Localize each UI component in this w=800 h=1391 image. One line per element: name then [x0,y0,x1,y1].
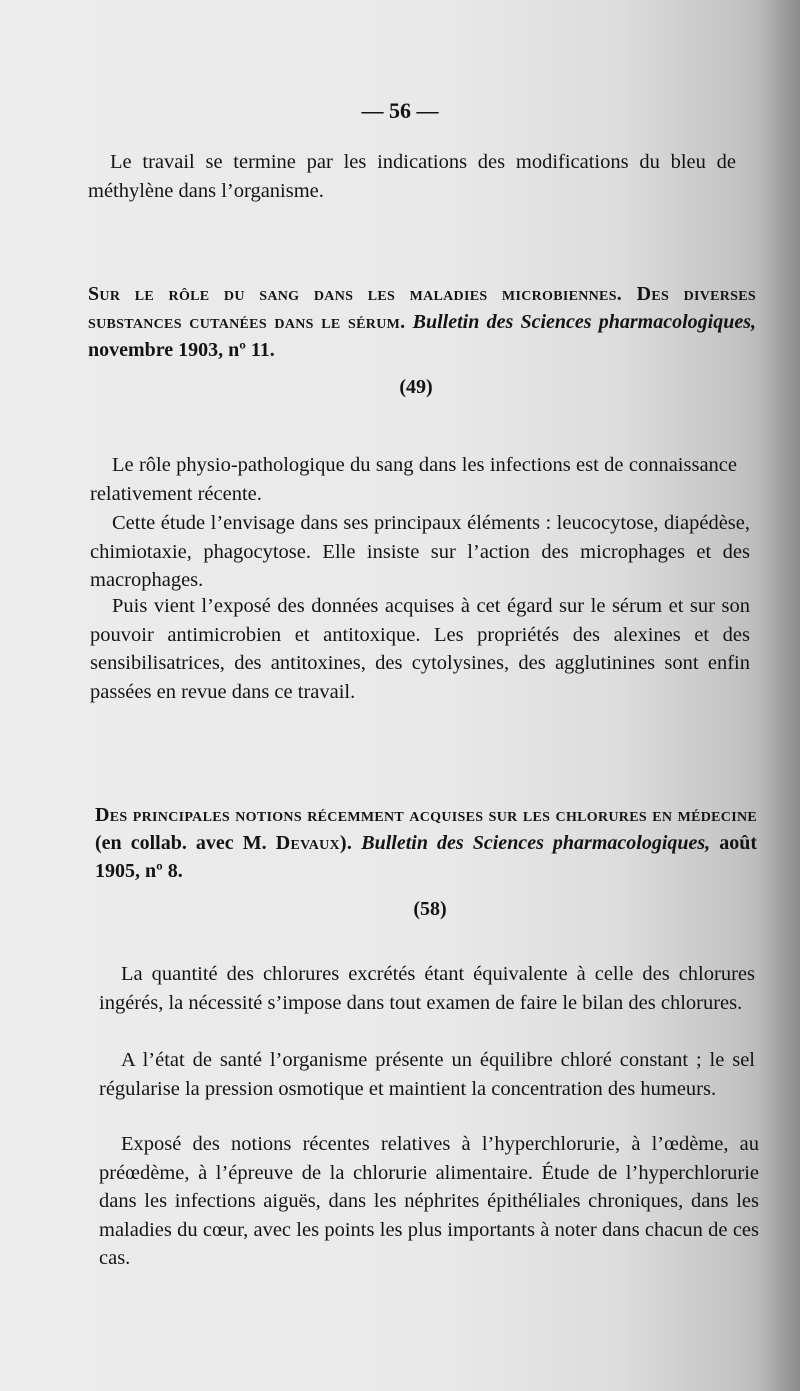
section-49-journal: Bulletin des Sciences pharmacologiques, [412,311,757,333]
intro-paragraph: Le travail se termine par les indications des modifications du bleu de méthylène dans l’organisme. [88,151,736,202]
section-58-title: Des principales notions récemment acquises sur les chlorures en médecine [95,804,757,826]
section-58-ref: (58) [413,898,447,920]
section-58-paragraph-1: La quantité des chlorures excrétés étant équivalente à celle des chlorures ingérés, la nécessité s’impose dans tout examen de faire le bilan des chlorures. [99,963,755,1014]
section-49-paragraph-3: Puis vient l’exposé des données acquises à cet égard sur le sérum et sur son pouvoir antimicrobien et antitoxique. Les propriétés des alexines et des sensibilisatrices, des antitoxines, des cytolysines, des agglutinines sont enfin passées en revue dans ce travail. [90,595,750,703]
section-49-ref: (49) [399,376,433,398]
page-number: — 56 — [361,98,439,123]
section-58-journal: Bulletin des Sciences pharmacologiques, [361,832,711,854]
section-49-paragraph-2: Cette étude l’envisage dans ses principaux éléments : leucocytose, diapédèse, chimiotaxie, phagocytose. Elle insiste sur l’action des microphages et des macrophages. [90,512,750,591]
section-58-heading [95,801,757,885]
section-58-citation: août 1905, nº 8. [95,832,758,882]
section-58-collab: (en collab. avec M. [95,832,267,854]
section-58-paragraph-2: A l’état de santé l’organisme présente un équilibre chloré constant ; le sel régularise la pression osmotique et maintient la concentration des humeurs. [99,1049,755,1100]
page-shadow-edge [760,0,800,1391]
section-58-paragraph-3: Exposé des notions récentes relatives à l’hyperchlorurie, à l’œdème, au préœdème, à l’épreuve de la chlorurie alimentaire. Étude de l’hyperchlorurie dans les infections aiguës, dans les néphrites épithéliales chroniques, dans les maladies du cœur, avec les points les plus importants à noter dans chacun de ces cas. [99,1133,759,1269]
section-49-heading [88,280,756,364]
section-49-citation: novembre 1903, nº 11. [88,339,275,361]
section-49-paragraph-1: Le rôle physio-pathologique du sang dans les infections est de connaissance relativement récente. [90,454,737,505]
section-58-coauthor: Devaux). [275,832,353,854]
section-49-title: Sur le rôle du sang dans les maladies microbiennes. Des diverses substances cutanées dans le sérum. [88,283,756,333]
